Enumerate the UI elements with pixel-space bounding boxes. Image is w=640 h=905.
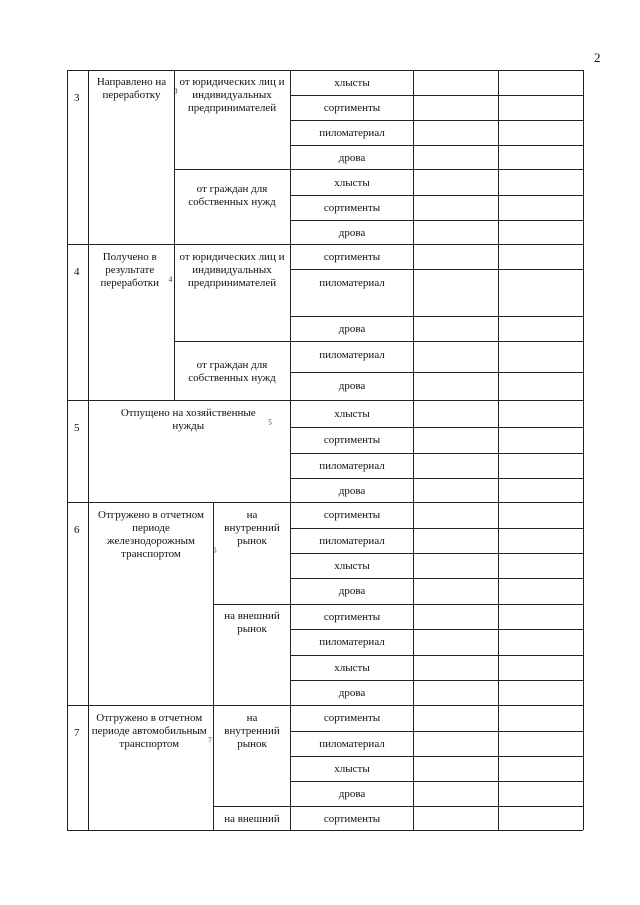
section-title [100, 407, 280, 433]
section-title [89, 712, 213, 751]
item-label: сортименты [323, 611, 381, 623]
item-label: пиломатериал [319, 738, 385, 750]
item-label: хлысты [334, 408, 370, 420]
item-label: пиломатериал [319, 277, 385, 289]
item-label: сортименты [323, 202, 381, 214]
table-border [290, 553, 583, 554]
table-border [498, 70, 499, 830]
table-border [290, 680, 583, 681]
table-border [290, 655, 583, 656]
item-label: дрова [338, 585, 366, 597]
table-border [290, 629, 583, 630]
item-label: сортименты [323, 509, 381, 521]
item-label: пиломатериал [319, 636, 385, 648]
group-label: от граждан для собственных нужд [188, 359, 276, 384]
section-title [89, 76, 178, 102]
table-border [174, 70, 175, 400]
group-label: на внутренний рынок [224, 509, 280, 547]
item-label: дрова [338, 788, 366, 800]
table-border [213, 604, 583, 605]
section-title [89, 509, 217, 561]
item-label: пиломатериал [319, 460, 385, 472]
table-border [290, 316, 583, 317]
item-label: дрова [338, 323, 366, 335]
row-number: 3 [74, 92, 80, 104]
row-number: 4 [74, 266, 80, 278]
row-number: 5 [74, 422, 80, 434]
table-border [290, 195, 583, 196]
group-label: на внешний рынок [224, 610, 280, 635]
table-border [174, 169, 583, 170]
table-border [174, 341, 583, 342]
group-label: от юридических лиц и индивидуальных предпринимателей [179, 251, 285, 289]
footnote-ref: 5 [268, 418, 272, 427]
item-label: хлысты [334, 662, 370, 674]
item-label: сортименты [323, 434, 381, 446]
table-border [290, 478, 583, 479]
table-border [67, 830, 583, 831]
item-label: дрова [338, 485, 366, 497]
table-border [290, 528, 583, 529]
table-border [67, 502, 583, 503]
table-border [290, 453, 583, 454]
table-border [213, 806, 583, 807]
item-label: хлысты [334, 763, 370, 775]
section-title-text: Отгружено в отчетном периоде железнодорожным транспортом [98, 509, 204, 560]
table-border [290, 95, 583, 96]
table-border [67, 70, 68, 830]
item-label: пиломатериал [319, 127, 385, 139]
footnote-ref: 7 [208, 736, 212, 745]
item-label: сортименты [323, 712, 381, 724]
item-label: сортименты [323, 813, 381, 825]
table-border [67, 705, 583, 706]
table-border [67, 400, 583, 401]
table-border [290, 220, 583, 221]
footnote-ref: 6 [213, 546, 217, 555]
table-border [290, 731, 583, 732]
table-border [67, 244, 583, 245]
item-label: дрова [338, 687, 366, 699]
footnote-ref: 3 [174, 87, 178, 96]
table-border [290, 120, 583, 121]
section-title-text: Получено в результате переработки [100, 251, 160, 289]
table-border [413, 70, 414, 830]
item-label: пиломатериал [319, 349, 385, 361]
section-title-text: Отпущено на хозяйственные нужды [120, 407, 256, 432]
item-label: дрова [338, 227, 366, 239]
item-label: сортименты [323, 251, 381, 263]
group-label: от юридических лиц и индивидуальных предпринимателей [179, 76, 285, 114]
group-label: от граждан для собственных нужд [188, 183, 276, 208]
item-label: дрова [338, 152, 366, 164]
item-label: дрова [338, 380, 366, 392]
item-label: сортименты [323, 102, 381, 114]
page-number: 2 [594, 50, 601, 65]
table-border [290, 372, 583, 373]
item-label: хлысты [334, 77, 370, 89]
table-border [290, 427, 583, 428]
row-number: 7 [74, 727, 80, 739]
table-border [290, 578, 583, 579]
table-border [67, 70, 583, 71]
table-border [290, 145, 583, 146]
footnote-ref: 4 [168, 275, 173, 284]
table-border [290, 756, 583, 757]
group-label: на внутренний рынок [224, 712, 280, 750]
item-label: пиломатериал [319, 535, 385, 547]
item-label: хлысты [334, 177, 370, 189]
group-label: на внешний [224, 813, 280, 825]
table-border [290, 781, 583, 782]
item-label: хлысты [334, 560, 370, 572]
section-title [89, 251, 174, 290]
section-title-text: Отгружено в отчетном периоде автомобильным транспортом [91, 712, 207, 750]
table-border [583, 70, 584, 830]
section-title-text: Направлено на переработку [96, 76, 167, 101]
table-border [290, 269, 583, 270]
row-number: 6 [74, 524, 80, 536]
